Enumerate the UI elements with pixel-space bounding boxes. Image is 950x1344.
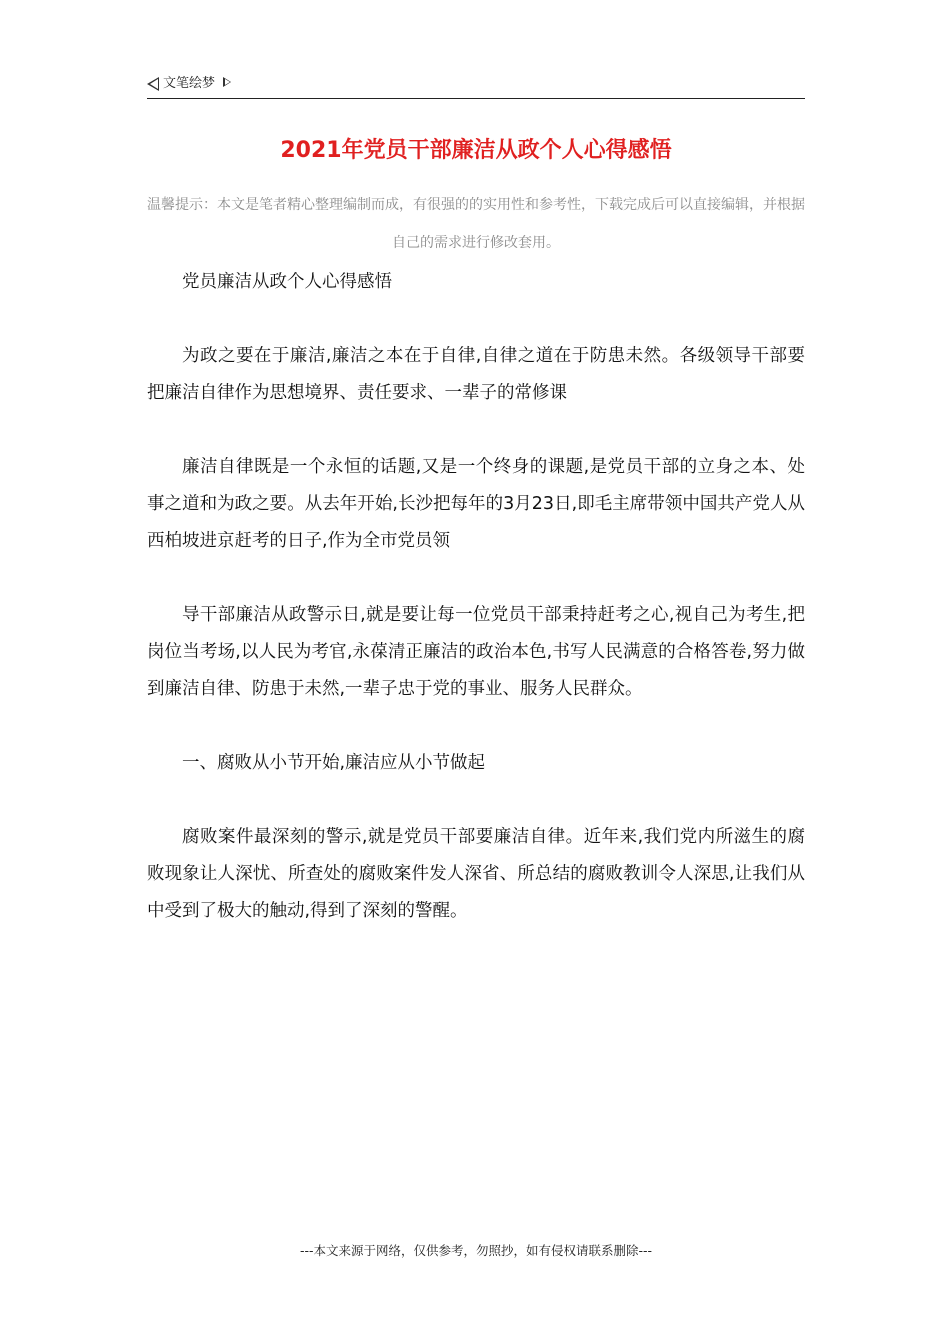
paragraph: 廉洁自律既是一个永恒的话题,又是一个终身的课题,是党员干部的立身之本、处事之道和为政之要。从去年开始,长沙把每年的3月23日,即毛主席带领中国共产党人从西柏坡进京赶考的日子,作为全市党员领 xyxy=(147,457,805,551)
page-header xyxy=(147,74,805,99)
page-footer: ---本文来源于网络，仅供参考，勿照抄，如有侵权请联系删除--- xyxy=(299,1243,653,1258)
paragraph: 党员廉洁从政个人心得感悟 xyxy=(182,272,392,292)
section-heading: 一、腐败从小节开始,廉洁应从小节做起 xyxy=(182,753,486,773)
triangle-right-icon xyxy=(223,77,231,87)
header-brand-row xyxy=(147,76,231,92)
tip-notice: 温馨提示：本文是笔者精心整理编制而成，有很强的的实用性和参考性，下载完成后可以直接编辑，并根据自己的需求进行修改套用。 xyxy=(147,197,805,251)
paragraph: 为政之要在于廉洁,廉洁之本在于自律,自律之道在于防患未然。各级领导干部要把廉洁自律作为思想境界、责任要求、一辈子的常修课 xyxy=(147,346,805,403)
header-brand: 文笔绘梦 xyxy=(163,76,216,91)
paragraph: 腐败案件最深刻的警示,就是党员干部要廉洁自律。近年来,我们党内所滋生的腐败现象让人深忧、所查处的腐败案件发人深省、所总结的腐败教训令人深思,让我们从中受到了极大的触动,得到了深刻的警醒。 xyxy=(147,827,805,921)
document-title: 2021年党员干部廉洁从政个人心得感悟 xyxy=(280,138,672,163)
triangle-left-icon xyxy=(147,77,159,91)
paragraph: 导干部廉洁从政警示日,就是要让每一位党员干部秉持赶考之心,视自己为考生,把岗位当考场,以人民为考官,永葆清正廉洁的政治本色,书写人民满意的合格答卷,努力做到廉洁自律、防患于未然,一辈子忠于党的事业、服务人民群众。 xyxy=(147,605,805,699)
document-body xyxy=(147,264,805,967)
